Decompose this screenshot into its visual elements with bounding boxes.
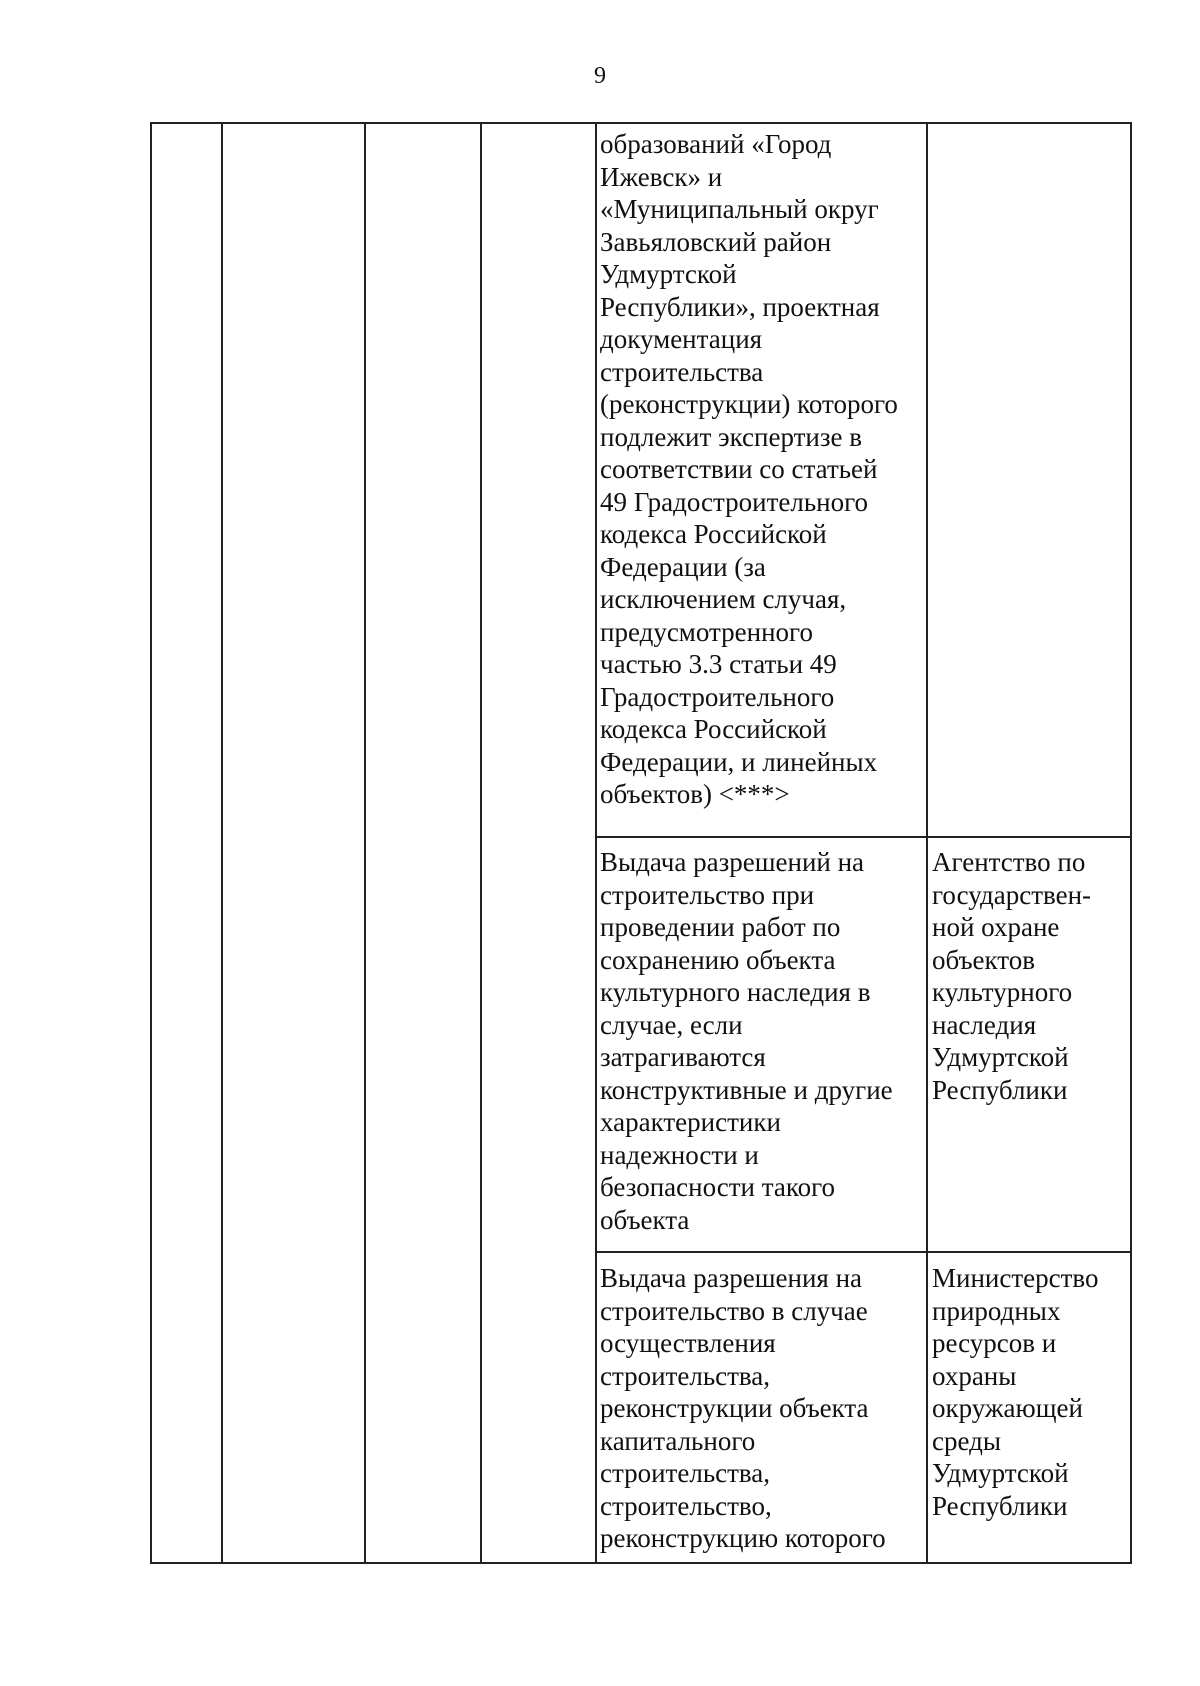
column-divider (595, 124, 597, 1564)
row-3-authority: Министерство природных ресурсов и охраны окружающей среды Удмуртской Республики (932, 1263, 1099, 1521)
column-divider (926, 124, 928, 1564)
page-number: 9 (594, 63, 606, 89)
row-3-description: Выдача разрешения на строительство в случае осуществления строительства, реконструкции объекта капитального строительства, строительство, реконструкцию которого (600, 1263, 886, 1553)
empty-cell-col2 (223, 124, 364, 1564)
row-divider (595, 1251, 1132, 1253)
empty-cell-col3 (366, 124, 480, 1564)
document-table (150, 122, 1132, 1564)
empty-cell-col4 (482, 124, 595, 1564)
empty-cell-col1 (152, 124, 221, 1564)
row-1-description: образований «Город Ижевск» и «Муниципальный округ Завьяловский район Удмуртской Республики», проектная документация строительства (реконструкции) которого подлежит экспертизе в соответствии со статьей 49 Градостроительного кодекса Российской Федерации (за исключением случая, предусмотренного частью 3.3 статьи 49 Градостроительного кодекса Российской Федерации, и линейных объектов) <***> (600, 129, 898, 809)
row-divider (595, 836, 1132, 838)
row-2-description: Выдача разрешений на строительство при проведении работ по сохранению объекта культурного наследия в случае, если затрагиваются конструктивные и другие характеристики надежности и безопасности такого объекта (600, 847, 893, 1235)
row-2-authority: Агентство по государствен- ной охране объектов культурного наследия Удмуртской Республики (932, 847, 1092, 1105)
